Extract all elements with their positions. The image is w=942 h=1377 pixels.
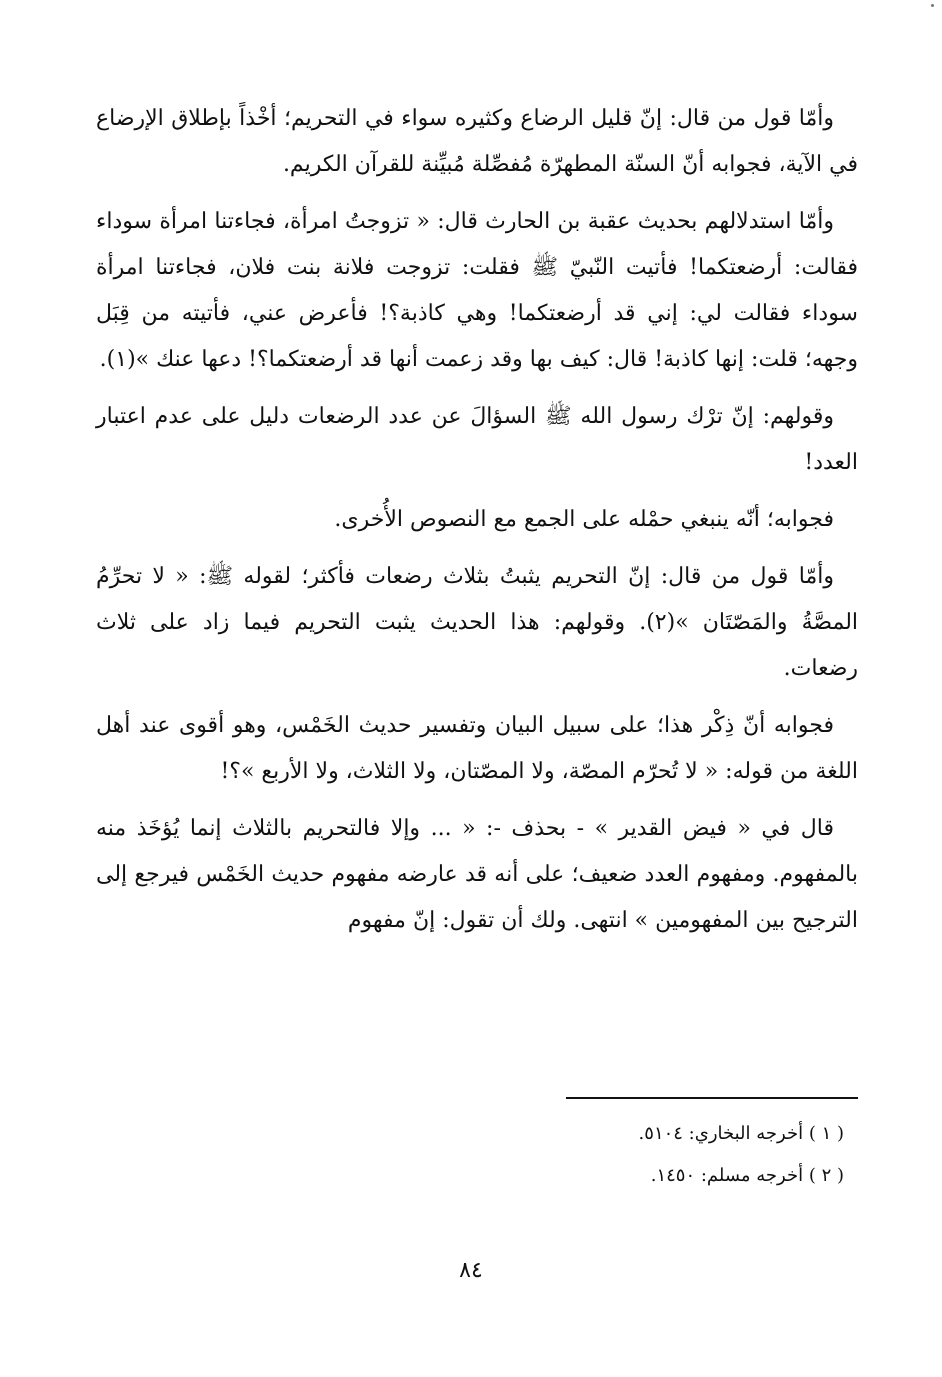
paragraph: وأمّا قول من قال: إنّ قليل الرضاع وكثيره سواء في التحريم؛ أخْذاً بإطلاق الإرضاع في الآية، فجوابه أنّ السنّة المطهرّة مُفصِّلة مُبيِّنة للقرآن الكريم. <box>96 106 858 177</box>
paragraph: وقولهم: إنّ ترْك رسول الله ﷺ السؤالَ عن عدد الرضعات دليل على عدم اعتبار العدد! <box>96 404 858 475</box>
footnote-separator <box>566 1097 858 1099</box>
paragraph: فجوابه؛ أنّه ينبغي حمْله على الجمع مع النصوص الأُخرى. <box>334 507 834 532</box>
corner-speck <box>931 4 934 7</box>
footnotes <box>520 1120 858 1204</box>
paragraph: وأمّا قول من قال: إنّ التحريم يثبتُ بثلاث رضعات فأكثر؛ لقوله ﷺ: « لا تحرِّمُ المصَّةُ والمَصّتَان »(٢). وقولهم: هذا الحديث يثبت التحريم فيما زاد على ثلاث رضعات. <box>96 564 859 681</box>
footnote-item: ( ١ ) أخرجه البخاري: ٥١٠٤. <box>638 1123 844 1144</box>
main-text <box>96 96 858 955</box>
paragraph: وأمّا استدلالهم بحديث عقبة بن الحارث قال: « تزوجتُ امرأة، فجاءتنا امرأة سوداء فقالت: أرضعتكما! فأتيت النّبيّ ﷺ فقلت: تزوجت فلانة بنت فلان، فجاءتنا امرأة سوداء فقالت لي: إني قد أرضعتكما! وهي كاذبة؟! فأعرض عني، فأتيته من قِبَل وجهه؛ قلت: إنها كاذبة! قال: كيف بها وقد زعمت أنها قد أرضعتكما؟! دعها عنك »(١). <box>96 209 858 372</box>
paragraph: فجوابه أنّ ذِكْر هذا؛ على سبيل البيان وتفسير حديث الخَمْس، وهو أقوى عند أهل اللغة من قوله: « لا تُحرّم المصّة، ولا المصّتان، ولا الثلاث، ولا الأربع »؟! <box>96 713 858 784</box>
footnote-item: ( ٢ ) أخرجه مسلم: ١٤٥٠. <box>650 1165 844 1186</box>
paragraph: قال في « فيض القدير » - بحذف -: « ... وإلا فالتحريم بالثلاث إنما يُؤخَذ منه بالمفهوم. ومفهوم العدد ضعيف؛ على أنه قد عارضه مفهوم حديث الخَمْس فيرجع إلى الترجيح بين المفهومين » انتهى. ولك أن تقول: إنّ مفهوم <box>96 816 858 933</box>
page-number: ٨٤ <box>459 1258 483 1283</box>
